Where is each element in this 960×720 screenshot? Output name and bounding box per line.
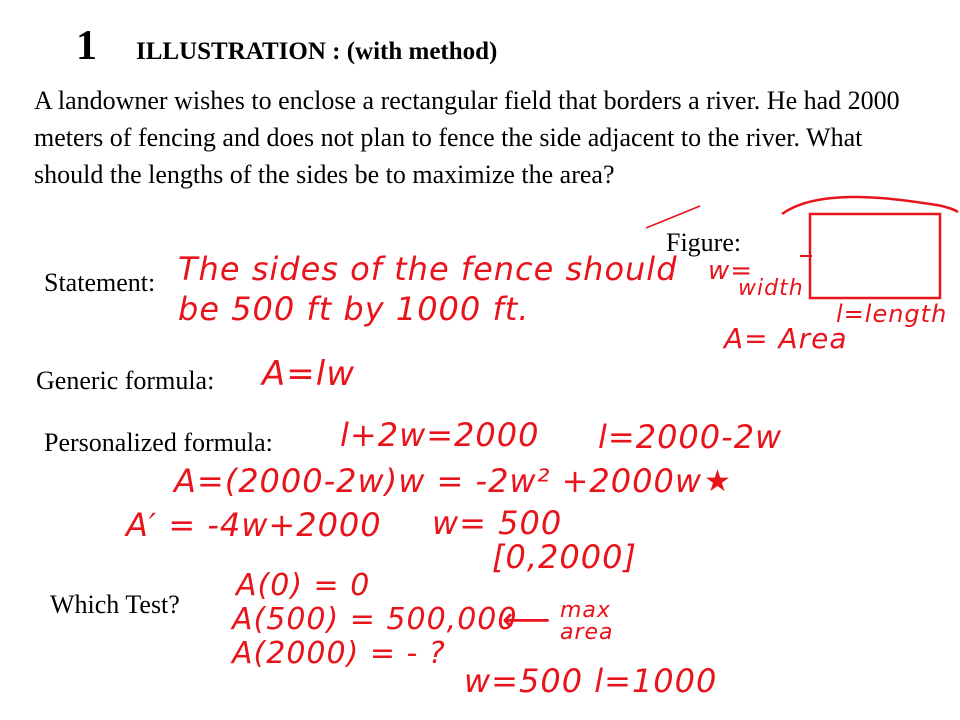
area-label: A= Area	[724, 322, 848, 355]
test-a0: A(0) = 0	[236, 568, 371, 603]
test-a2000: A(2000) = - ?	[232, 636, 446, 671]
derivative: A′ = -4w+2000	[126, 506, 382, 544]
field-rectangle	[810, 214, 940, 298]
area-substituted: A=(2000-2w)w = -2w² +2000w	[174, 462, 703, 500]
max-area-note: max area	[560, 598, 614, 645]
generic-formula: A=lw	[262, 354, 356, 394]
interval: [0,2000]	[492, 538, 637, 576]
figure-label: Figure:	[666, 228, 742, 257]
illustration-title: ILLUSTRATION : (with method)	[136, 38, 498, 65]
statement-line-1: The sides of the fence should	[178, 250, 678, 288]
star-icon: ★	[704, 464, 732, 499]
generic-formula-label: Generic formula:	[36, 366, 215, 395]
test-a500: A(500) = 500,000	[232, 602, 518, 637]
width-label: width	[738, 276, 804, 301]
length-solved: l=2000-2w	[598, 418, 783, 456]
which-test-label: Which Test?	[50, 590, 180, 619]
statement-label: Statement:	[44, 268, 156, 297]
river-mark	[646, 206, 700, 228]
arrow-left-icon: ⟵	[502, 600, 552, 640]
critical-point: w= 500	[432, 504, 563, 542]
length-label: l=length	[836, 300, 948, 328]
constraint-equation: l+2w=2000	[340, 416, 540, 454]
final-answer: w=500 l=1000	[464, 662, 718, 700]
statement-line-2: be 500 ft by 1000 ft.	[178, 290, 530, 328]
w-label: w=	[708, 256, 754, 286]
river-edge	[782, 197, 958, 214]
problem-text: A landowner wishes to enclose a rectangular field that borders a river. He had 2000 meters of fencing and does not plan to fence the side adjacent to the river. What should the lengths of the sides be to maximize the area?	[34, 86, 900, 189]
illustration-number: 1	[76, 23, 97, 69]
personalized-formula-label: Personalized formula:	[44, 428, 273, 457]
